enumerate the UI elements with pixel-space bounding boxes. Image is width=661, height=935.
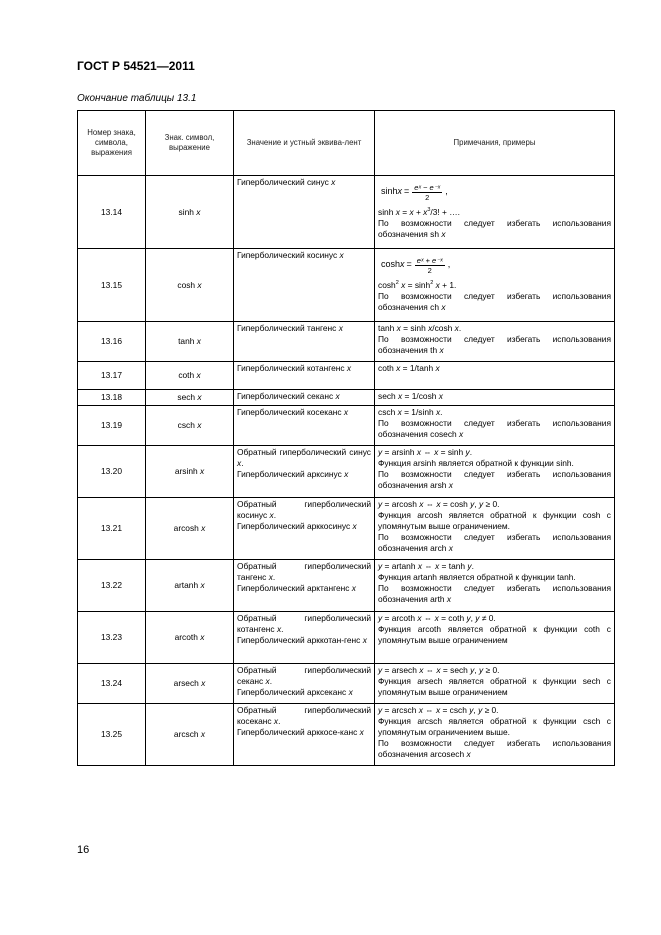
- symbol-var: x: [197, 279, 202, 290]
- table-row: [78, 704, 615, 766]
- note-part: = sinh: [438, 447, 466, 457]
- meaning-text: Обратный гиперболический косеканс: [237, 705, 371, 726]
- symbol-fn: arcoth: [174, 632, 198, 643]
- meaning-text: Гиперболический косинус: [237, 250, 340, 260]
- row-meaning: [234, 406, 375, 446]
- note-part: sech: [378, 391, 399, 401]
- document-header: ГОСТ Р 54521—2011: [77, 59, 195, 73]
- formula-lhs: [381, 259, 405, 271]
- meaning-var: x: [331, 177, 336, 187]
- note-part: По возможности следует избегать использования обозначения cosech: [378, 417, 611, 439]
- note-part: = sech: [440, 665, 471, 675]
- note-part: x: [439, 344, 444, 355]
- row-meaning: [234, 362, 375, 390]
- symbol-var: x: [200, 729, 206, 740]
- symbol-fn: csch: [177, 420, 195, 431]
- formula-lhs: [381, 186, 402, 198]
- symbol-fn: arcsch: [173, 729, 199, 740]
- column-header-notes: Примечания, примеры: [375, 111, 615, 176]
- note-part: ,: [470, 613, 476, 623]
- symbol-var: x: [196, 206, 201, 217]
- row-notes: [375, 664, 615, 704]
- meaning-var: x: [338, 323, 343, 333]
- row-notes: [375, 704, 615, 766]
- meaning-var: x: [237, 457, 242, 468]
- meaning-text: Гиперболический арксинус: [237, 468, 345, 479]
- meaning-var: x: [348, 686, 353, 697]
- note-part: = artanh: [382, 561, 418, 571]
- note-line: [378, 738, 611, 760]
- note-part: ≥ 0.: [483, 499, 500, 509]
- row-number: 13.23: [78, 612, 146, 664]
- meaning-var: x: [269, 509, 274, 520]
- note-line: [378, 532, 611, 554]
- note-part: y: [479, 665, 484, 675]
- note-part: ⇔: [421, 447, 435, 457]
- row-meaning: [234, 560, 375, 612]
- meaning-text: Гиперболический косеканс: [237, 407, 344, 417]
- note-part: y: [467, 561, 472, 571]
- note-part: = arsech: [382, 665, 420, 675]
- note-part: = arcoth: [382, 613, 418, 623]
- meaning-var: x: [343, 407, 349, 417]
- note-part: ⇔: [423, 499, 437, 509]
- meaning-var: x: [268, 571, 273, 582]
- meaning-var: x: [335, 391, 340, 401]
- meaning-text: Гиперболический арксеканс: [237, 686, 349, 697]
- note-line: [378, 291, 611, 313]
- symbol-var: x: [196, 336, 201, 347]
- meaning-var: x: [276, 623, 282, 634]
- note-line: [378, 323, 611, 334]
- row-number: 13.15: [78, 249, 146, 322]
- row-symbol: [146, 176, 234, 249]
- row-number: 13.17: [78, 362, 146, 390]
- note-part: По возможности следует избегать использования обозначения arsh: [378, 468, 611, 490]
- note-part: y: [465, 447, 470, 457]
- row-meaning: [234, 612, 375, 664]
- note-line: Функция artanh является обратной к функции tanh.: [378, 571, 576, 582]
- note-part: = 1/tanh: [400, 363, 436, 373]
- meaning-text: .: [281, 623, 284, 634]
- row-symbol: [146, 362, 234, 390]
- note-part: y: [378, 705, 383, 715]
- note-part: По возможности следует избегать использования обозначения ch: [378, 290, 611, 312]
- row-symbol: [146, 390, 234, 406]
- note-part: x: [434, 613, 439, 623]
- table-row: [78, 390, 615, 406]
- sinh-formula: [378, 177, 611, 207]
- row-notes: [375, 249, 615, 322]
- column-header-meaning: Значение и устный эквива-лент: [234, 111, 375, 176]
- symbol-fn: sinh: [178, 206, 194, 217]
- note-part: x: [446, 593, 452, 604]
- meaning-var: x: [346, 363, 352, 373]
- formula-numerator: eˣ − e⁻ˣ: [414, 182, 441, 192]
- note-line: [378, 613, 611, 624]
- note-line: [378, 418, 611, 440]
- note-part: x: [435, 407, 441, 417]
- row-meaning: [234, 446, 375, 498]
- note-part: .: [440, 407, 443, 417]
- row-notes: [375, 560, 615, 612]
- symbol-fn: tanh: [178, 336, 195, 347]
- note-part: .: [469, 447, 473, 457]
- note-part: 2: [430, 280, 434, 287]
- note-part: sinh: [378, 207, 396, 217]
- formula-fn: sinh: [381, 186, 398, 197]
- note-part: cosh: [378, 280, 396, 290]
- note-line: [378, 218, 611, 240]
- note-part: 2: [395, 280, 399, 287]
- note-part: y: [378, 499, 383, 509]
- note-line: Функция arcosh является обратной к функции cosh с упомянутым выше ограничением.: [378, 509, 611, 531]
- note-part: ⇔: [423, 665, 437, 675]
- note-part: x: [435, 363, 440, 373]
- note-part: x: [418, 705, 423, 715]
- meaning-text: Обратный гиперболический секанс: [237, 665, 371, 686]
- note-part: coth: [378, 363, 397, 373]
- row-symbol: [146, 498, 234, 560]
- page-number: 16: [77, 844, 90, 856]
- note-part: /cosh: [432, 323, 455, 333]
- note-part: = arsinh: [382, 447, 417, 457]
- formula-fn: cosh: [381, 259, 401, 270]
- note-part: x: [435, 561, 440, 571]
- meaning-var: x: [351, 582, 356, 593]
- meaning-text: .: [269, 675, 273, 686]
- note-part: x: [436, 499, 441, 509]
- note-line: [378, 499, 611, 510]
- table-row: [78, 560, 615, 612]
- row-symbol: [146, 406, 234, 446]
- row-number: 13.22: [78, 560, 146, 612]
- meaning-var: x: [339, 250, 344, 260]
- note-part: x: [434, 447, 439, 457]
- row-symbol: [146, 560, 234, 612]
- row-meaning: [234, 322, 375, 362]
- note-line: [378, 469, 611, 491]
- row-number: 13.25: [78, 704, 146, 766]
- note-part: x: [436, 665, 441, 675]
- meaning-var: x: [362, 634, 367, 645]
- note-part: = tanh: [439, 561, 468, 571]
- note-part: = arcsch: [382, 705, 419, 715]
- meaning-text: .: [241, 457, 244, 468]
- meaning-text: .: [272, 571, 276, 582]
- note-part: y: [378, 561, 383, 571]
- note-part: tanh: [378, 323, 397, 333]
- note-part: y: [378, 447, 383, 457]
- note-part: ,: [474, 499, 480, 509]
- note-line: [378, 363, 611, 374]
- note-part: y: [469, 705, 474, 715]
- row-notes: [375, 406, 615, 446]
- note-part: = coth: [438, 613, 467, 623]
- note-line: [378, 665, 611, 676]
- note-part: По возможности следует избегать использования обозначения th: [378, 333, 611, 355]
- note-part: ≥ 0.: [482, 705, 499, 715]
- note-part: x: [448, 542, 453, 553]
- formula-var: x: [397, 186, 403, 197]
- row-notes: [375, 322, 615, 362]
- row-symbol: [146, 612, 234, 664]
- meaning-text: Обратный гиперболический синус: [237, 447, 371, 457]
- row-notes: [375, 362, 615, 390]
- row-notes: [375, 390, 615, 406]
- note-part: По возможности следует избегать использования обозначения sh: [378, 217, 611, 239]
- note-part: ⇔: [421, 613, 435, 623]
- meaning-line: [237, 687, 371, 698]
- symbol-fn: arcosh: [173, 523, 199, 534]
- meaning-line: [237, 521, 371, 532]
- meaning-var: x: [359, 726, 364, 737]
- note-part: ,: [474, 665, 480, 675]
- note-part: ⇔: [422, 561, 436, 571]
- note-part: = 1/sinh: [401, 407, 436, 417]
- note-part: x: [423, 207, 428, 217]
- note-part: +: [413, 207, 424, 217]
- row-symbol: [146, 446, 234, 498]
- note-part: /3! + ….: [430, 207, 460, 217]
- note-part: ≠ 0.: [479, 613, 496, 623]
- row-meaning: [234, 498, 375, 560]
- note-part: x: [396, 323, 401, 333]
- meaning-text: Гиперболический синус: [237, 177, 332, 187]
- symbol-var: x: [196, 370, 201, 381]
- note-part: x: [428, 323, 433, 333]
- note-part: .: [458, 323, 462, 333]
- note-line: [378, 447, 611, 458]
- symbol-fn: sech: [177, 392, 196, 403]
- note-part: По возможности следует избегать использования обозначения arth: [378, 582, 611, 604]
- row-meaning: [234, 176, 375, 249]
- meaning-var: x: [265, 675, 270, 686]
- note-part: x: [398, 391, 403, 401]
- note-part: По возможности следует избегать использования обозначения arch: [378, 531, 611, 553]
- row-meaning: [234, 704, 375, 766]
- formula-fraction: [412, 183, 442, 202]
- formula-tail: ,: [447, 259, 451, 270]
- meaning-text: Обратный гиперболический косинус: [237, 499, 371, 520]
- note-part: x: [417, 561, 422, 571]
- note-part: y: [466, 613, 471, 623]
- note-line: [378, 391, 611, 402]
- note-line: Функция arcsch является обратной к функции csch с упомянутым ограничением выше.: [378, 715, 611, 737]
- cosh-formula: [378, 250, 611, 280]
- symbol-var: x: [200, 580, 205, 591]
- note-part: x: [438, 391, 443, 401]
- column-header-symbol: Знак. символ, выражение: [146, 111, 234, 176]
- row-notes: [375, 498, 615, 560]
- note-part: 3: [427, 207, 431, 214]
- note-part: x: [396, 363, 401, 373]
- table-row: [78, 498, 615, 560]
- row-symbol: [146, 322, 234, 362]
- row-notes: [375, 176, 615, 249]
- note-part: y: [475, 613, 480, 623]
- note-part: x: [435, 705, 441, 715]
- meaning-var: x: [352, 520, 357, 531]
- row-symbol: [146, 664, 234, 704]
- row-notes: [375, 612, 615, 664]
- formula-tail: ,: [445, 186, 448, 197]
- row-meaning: [234, 390, 375, 406]
- note-part: ,: [473, 705, 479, 715]
- note-part: ≥ 0.: [483, 665, 500, 675]
- note-line: [378, 407, 611, 418]
- note-part: = 1/cosh: [402, 391, 439, 401]
- note-part: x: [454, 323, 459, 333]
- note-part: x: [459, 428, 464, 439]
- column-header-number: Номер знака, символа, выражения: [78, 111, 146, 176]
- table-caption: Окончание таблицы 13.1: [77, 93, 197, 104]
- note-line: [378, 334, 611, 356]
- symbol-var: x: [200, 632, 205, 643]
- table-row: [78, 612, 615, 664]
- meaning-text: .: [278, 715, 281, 726]
- meaning-text: .: [273, 509, 277, 520]
- note-part: x: [419, 665, 424, 675]
- table-row: [78, 664, 615, 704]
- meaning-text: Гиперболический арккосе-канс: [237, 726, 360, 737]
- symbol-var: x: [201, 678, 206, 689]
- note-part: + 1.: [439, 280, 457, 290]
- table-row: [78, 362, 615, 390]
- row-number: 13.18: [78, 390, 146, 406]
- symbol-fn: arsech: [173, 678, 199, 689]
- note-part: y: [478, 705, 483, 715]
- symbol-fn: artanh: [174, 580, 199, 591]
- meaning-text: Обратный гиперболический котангенс: [237, 613, 371, 634]
- row-symbol: [146, 249, 234, 322]
- note-part: x: [416, 447, 422, 457]
- table-header-row: [78, 111, 615, 176]
- note-part: y: [470, 499, 475, 509]
- table-row: [78, 176, 615, 249]
- meaning-line: [237, 635, 371, 646]
- note-part: x: [466, 748, 471, 759]
- symbol-var: x: [197, 392, 202, 403]
- note-part: По возможности следует избегать использования обозначения arcosech: [378, 737, 611, 759]
- note-part: ⇔: [422, 705, 436, 715]
- note-part: x: [448, 479, 453, 490]
- note-part: = csch: [440, 705, 470, 715]
- note-part: x: [419, 499, 424, 509]
- meaning-text: Гиперболический арккосинус: [237, 520, 353, 531]
- note-line: Функция arsinh является обратной к функции sinh.: [378, 457, 574, 468]
- note-part: = arcosh: [382, 499, 420, 509]
- note-part: = sinh: [405, 280, 431, 290]
- formula-fraction: [415, 256, 445, 275]
- table-row: [78, 446, 615, 498]
- symbol-var: x: [197, 420, 202, 431]
- meaning-text: Гиперболический арктангенс: [237, 582, 352, 593]
- table-row: [78, 406, 615, 446]
- note-part: csch: [378, 407, 398, 417]
- note-part: x: [397, 407, 402, 417]
- row-number: 13.19: [78, 406, 146, 446]
- formula-equals: =: [404, 186, 410, 197]
- note-line: [378, 705, 611, 716]
- meaning-var: x: [273, 715, 279, 726]
- symbols-table: [77, 110, 615, 766]
- symbol-fn: cosh: [177, 279, 196, 290]
- note-line: [378, 207, 611, 218]
- note-line: [378, 583, 611, 605]
- note-part: y: [378, 665, 383, 675]
- note-part: x: [441, 228, 446, 239]
- note-part: x: [433, 280, 440, 290]
- row-meaning: [234, 249, 375, 322]
- note-line: Функция arcoth является обратной к функции coth с упомянутым выше ограничением: [378, 623, 611, 645]
- row-number: 13.16: [78, 322, 146, 362]
- note-part: .: [471, 561, 474, 571]
- note-part: =: [399, 207, 410, 217]
- meaning-text: Гиперболический котангенс: [237, 363, 347, 373]
- table-row: [78, 322, 615, 362]
- meaning-var: x: [344, 468, 349, 479]
- note-line: Функция arsech является обратной к функции sech с упомянутым выше ограничением: [378, 675, 611, 697]
- note-part: y: [479, 499, 484, 509]
- meaning-text: Обратный гиперболический тангенс: [237, 561, 371, 582]
- meaning-text: Гиперболический арккотан-генс: [237, 634, 363, 645]
- meaning-line: [237, 583, 371, 594]
- meaning-line: [237, 727, 371, 738]
- note-part: x: [398, 280, 406, 290]
- row-symbol: [146, 704, 234, 766]
- row-notes: [375, 446, 615, 498]
- formula-numerator: eˣ + e⁻ˣ: [416, 255, 443, 265]
- note-part: y: [470, 665, 475, 675]
- formula-denominator: 2: [425, 192, 430, 202]
- formula-equals: =: [406, 259, 412, 270]
- row-meaning: [234, 664, 375, 704]
- note-line: [378, 561, 611, 572]
- table-row: [78, 249, 615, 322]
- note-part: x: [441, 301, 446, 312]
- meaning-line: [237, 469, 371, 480]
- note-line: [378, 280, 611, 291]
- note-part: x: [409, 207, 414, 217]
- row-number: 13.21: [78, 498, 146, 560]
- formula-denominator: 2: [427, 265, 432, 275]
- meaning-text: Гиперболический секанс: [237, 391, 336, 401]
- note-part: y: [378, 613, 383, 623]
- symbol-var: x: [201, 523, 206, 534]
- formula-var: x: [400, 259, 405, 270]
- row-number: 13.24: [78, 664, 146, 704]
- row-number: 13.20: [78, 446, 146, 498]
- symbol-var: x: [199, 466, 205, 477]
- note-part: = sinh: [400, 323, 429, 333]
- note-part: x: [417, 613, 422, 623]
- note-part: x: [395, 207, 400, 217]
- symbol-fn: coth: [178, 370, 195, 381]
- row-number: 13.14: [78, 176, 146, 249]
- meaning-text: Гиперболический тангенс: [237, 323, 339, 333]
- symbol-fn: arsinh: [174, 466, 198, 477]
- note-part: = cosh: [440, 499, 471, 509]
